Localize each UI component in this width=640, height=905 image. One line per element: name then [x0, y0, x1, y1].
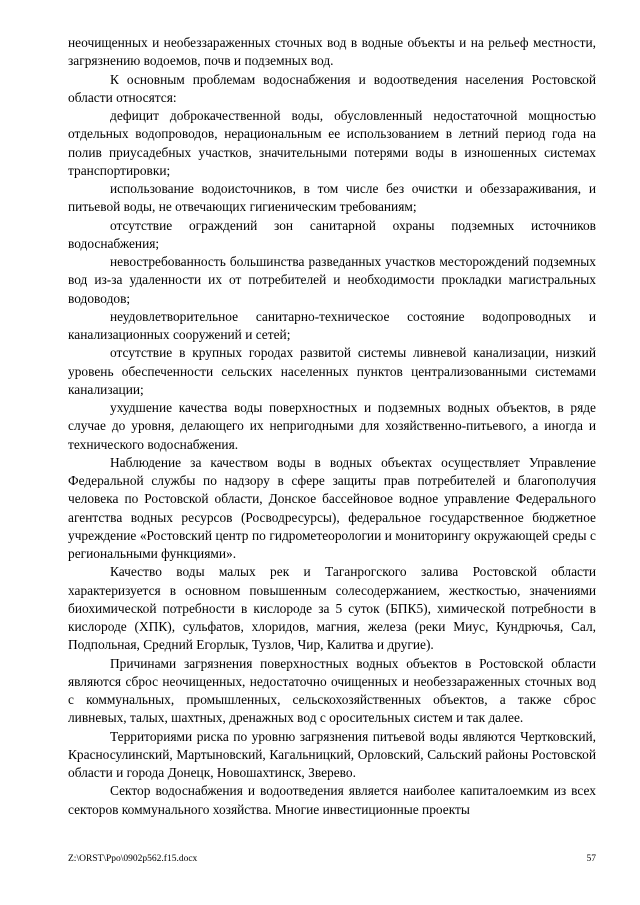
paragraph-problem-quality: ухудшение качества воды поверхностных и подземных водных объектов, в ряде случае до уровня, делающего их непригодными для хозяйственно-питьевого, а иногда и технического водоснабжения.	[68, 400, 596, 452]
paragraph-problem-deficit: дефицит доброкачественной воды, обусловленный недостаточной мощностью отдельных водопроводов, нерациональным ее использованием в летний период года на полив приусадебных участков, значительными потерями воды в изношенных системах транспортировки;	[68, 108, 596, 178]
document-body	[68, 34, 596, 819]
paragraph-continuation: неочищенных и необеззараженных сточных вод в водные объекты и на рельеф местности, загрязнению водоемов, почв и подземных вод.	[68, 35, 596, 69]
paragraph-problem-fences: отсутствие ограждений зон санитарной охраны подземных источников водоснабжения;	[68, 217, 596, 251]
paragraph-problem-condition: неудовлетворительное санитарно-техническое состояние водопроводных и канализационных сооружений и сетей;	[68, 308, 596, 342]
paragraph-problem-sewerage: отсутствие в крупных городах развитой системы ливневой канализации, низкий уровень обеспеченности сельских населенных пунктов централизованными системами канализации;	[68, 345, 596, 397]
paragraph-problem-sources: использование водоисточников, в том числе без очистки и обеззараживания, и питьевой воды, не отвечающих гигиеническим требованиям;	[68, 181, 596, 215]
page-number: 57	[586, 854, 596, 864]
paragraph-investment: Сектор водоснабжения и водоотведения является наиболее капиталоемким из всех секторов коммунального хозяйства. Многие инвестиционные проекты	[68, 783, 596, 817]
paragraph-problems-intro: К основным проблемам водоснабжения и водоотведения населения Ростовской области относятся:	[68, 71, 596, 105]
paragraph-water-quality: Качество воды малых рек и Таганрогского залива Ростовской области характеризуется в основном повышенным солесодержанием, жесткостью, значениями биохимической потребности в кислороде за 5 суток (БПК5), химической потребности в кислороде (ХПК), сульфатов, хлоридов, магния, железа (реки Миус, Кундрючья, Сал, Подпольная, Средний Егорлык, Тузлов, Чир, Калитва и другие).	[68, 564, 596, 653]
footer-file-path: Z:\ORST\Ppo\0902p562.f15.docx	[68, 854, 198, 864]
paragraph-monitoring: Наблюдение за качеством воды в водных объектах осуществляет Управление Федеральной службы по надзору в сфере защиты прав потребителей и благополучия человека по Ростовской области, Донское бассейновое водное управление Федерального агентства водных ресурсов (Росводресурсы), федеральное государственное бюджетное учреждение «Ростовский центр по гидрометеорологии и мониторингу окружающей среды с региональными функциями».	[68, 454, 596, 561]
paragraph-pollution-causes: Причинами загрязнения поверхностных водных объектов в Ростовской области являются сброс неочищенных, недостаточно очищенных и необеззараженных сточных вод с коммунальных, промышленных, сельскохозяйственных объектов, а также сброс ливневых, талых, шахтных, дренажных вод с оросительных систем и так далее.	[68, 655, 596, 726]
paragraph-problem-deposits: невостребованность большинства разведанных участков месторождений подземных вод из-за удаленности их от потребителей и необходимости прокладки магистральных водоводов;	[68, 254, 596, 306]
paragraph-risk-areas: Территориями риска по уровню загрязнения питьевой воды являются Чертковский, Красносулинский, Мартыновский, Кагальницкий, Орловский, Сальский районы Ростовской области и города Донецк, Новошахтинск, Зверево.	[68, 728, 596, 780]
